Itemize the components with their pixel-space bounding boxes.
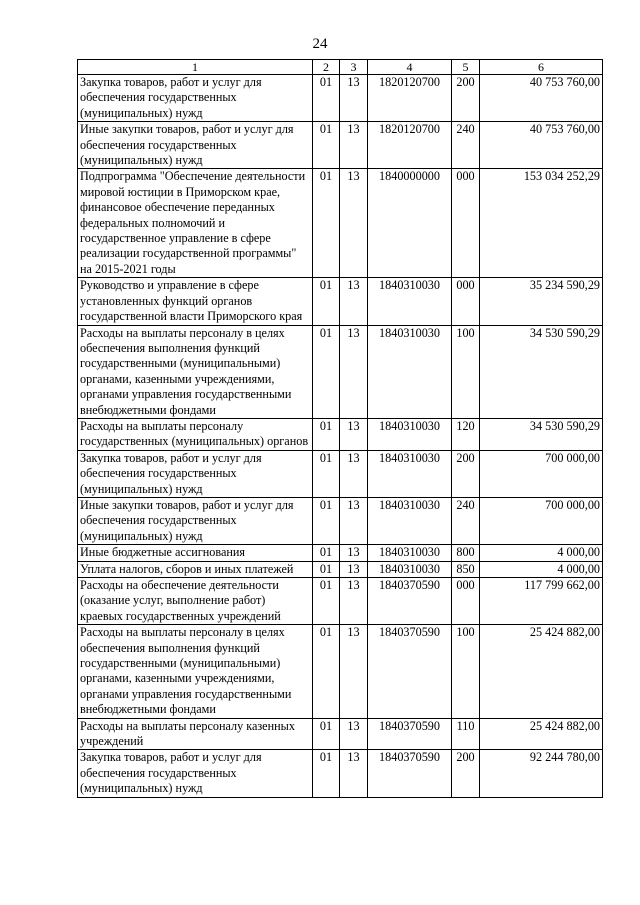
target-article-code: 1840370590 [368,718,452,750]
table-row [78,325,603,418]
table-row [78,497,603,544]
table-row [78,561,603,577]
expense-type-code: 800 [452,545,480,561]
amount: 34 530 590,29 [480,418,603,450]
table-row [78,578,603,625]
section-code: 01 [313,122,340,169]
expense-type-code: 000 [452,278,480,325]
subsection-code: 13 [340,561,368,577]
item-name: Подпрограмма "Обеспечение деятельности мировой юстиции в Приморском крае, финансовое обеспечение переданных федеральных полномочий и государственное управление в сфере реализации государственной программы" на 2015-2021 годы [78,169,313,278]
section-code: 01 [313,450,340,497]
item-name: Расходы на выплаты персоналу в целях обеспечения выполнения функций государственными (муниципальными) органами, казенными учреждениями, органами управления государственными внебюджетными фондами [78,325,313,418]
section-code: 01 [313,718,340,750]
amount: 25 424 882,00 [480,718,603,750]
budget-table [77,59,603,798]
item-name: Иные закупки товаров, работ и услуг для обеспечения государственных (муниципальных) нужд [78,122,313,169]
subsection-code: 13 [340,625,368,718]
item-name: Уплата налогов, сборов и иных платежей [78,561,313,577]
amount: 153 034 252,29 [480,169,603,278]
subsection-code: 13 [340,169,368,278]
table-row [78,450,603,497]
table-row [78,418,603,450]
subsection-code: 13 [340,450,368,497]
target-article-code: 1840310030 [368,545,452,561]
target-article-code: 1840310030 [368,325,452,418]
amount: 4 000,00 [480,561,603,577]
column-header: 2 [313,60,340,75]
subsection-code: 13 [340,750,368,797]
target-article-code: 1820120700 [368,75,452,122]
column-header: 1 [78,60,313,75]
amount: 92 244 780,00 [480,750,603,797]
column-header: 4 [368,60,452,75]
expense-type-code: 200 [452,750,480,797]
target-article-code: 1840310030 [368,418,452,450]
amount: 25 424 882,00 [480,625,603,718]
item-name: Руководство и управление в сфере установленных функций органов государственной власти Приморского края [78,278,313,325]
subsection-code: 13 [340,545,368,561]
target-article-code: 1840310030 [368,450,452,497]
item-name: Расходы на обеспечение деятельности (оказание услуг, выполнение работ) краевых государственных учреждений [78,578,313,625]
target-article-code: 1840370590 [368,750,452,797]
section-code: 01 [313,750,340,797]
subsection-code: 13 [340,718,368,750]
subsection-code: 13 [340,75,368,122]
amount: 35 234 590,29 [480,278,603,325]
target-article-code: 1820120700 [368,122,452,169]
expense-type-code: 120 [452,418,480,450]
amount: 117 799 662,00 [480,578,603,625]
section-code: 01 [313,497,340,544]
expense-type-code: 100 [452,325,480,418]
expense-type-code: 240 [452,497,480,544]
expense-type-code: 200 [452,450,480,497]
amount: 40 753 760,00 [480,75,603,122]
subsection-code: 13 [340,278,368,325]
section-code: 01 [313,75,340,122]
column-header: 6 [480,60,603,75]
target-article-code: 1840310030 [368,278,452,325]
item-name: Расходы на выплаты персоналу государственных (муниципальных) органов [78,418,313,450]
section-code: 01 [313,545,340,561]
item-name: Расходы на выплаты персоналу в целях обеспечения выполнения функций государственными (муниципальными) органами, казенными учреждениями, органами управления государственными внебюджетными фондами [78,625,313,718]
expense-type-code: 850 [452,561,480,577]
expense-type-code: 000 [452,169,480,278]
subsection-code: 13 [340,578,368,625]
item-name: Расходы на выплаты персоналу казенных учреждений [78,718,313,750]
expense-type-code: 110 [452,718,480,750]
subsection-code: 13 [340,325,368,418]
target-article-code: 1840000000 [368,169,452,278]
subsection-code: 13 [340,418,368,450]
item-name: Иные закупки товаров, работ и услуг для обеспечения государственных (муниципальных) нужд [78,497,313,544]
column-header: 5 [452,60,480,75]
page-number: 24 [312,36,328,52]
item-name: Закупка товаров, работ и услуг для обеспечения государственных (муниципальных) нужд [78,75,313,122]
section-code: 01 [313,578,340,625]
target-article-code: 1840310030 [368,497,452,544]
expense-type-code: 100 [452,625,480,718]
table-row [78,278,603,325]
item-name: Закупка товаров, работ и услуг для обеспечения государственных (муниципальных) нужд [78,450,313,497]
target-article-code: 1840370590 [368,578,452,625]
table-row [78,122,603,169]
section-code: 01 [313,625,340,718]
column-header: 3 [340,60,368,75]
table-row [78,545,603,561]
amount: 4 000,00 [480,545,603,561]
table-row [78,750,603,797]
item-name: Иные бюджетные ассигнования [78,545,313,561]
amount: 700 000,00 [480,450,603,497]
section-code: 01 [313,325,340,418]
amount: 40 753 760,00 [480,122,603,169]
target-article-code: 1840370590 [368,625,452,718]
table-header-row [78,60,603,75]
table-row [78,625,603,718]
expense-type-code: 200 [452,75,480,122]
subsection-code: 13 [340,122,368,169]
table-row [78,169,603,278]
section-code: 01 [313,418,340,450]
section-code: 01 [313,169,340,278]
amount: 700 000,00 [480,497,603,544]
amount: 34 530 590,29 [480,325,603,418]
expense-type-code: 240 [452,122,480,169]
section-code: 01 [313,561,340,577]
item-name: Закупка товаров, работ и услуг для обеспечения государственных (муниципальных) нужд [78,750,313,797]
section-code: 01 [313,278,340,325]
table-row [78,75,603,122]
table-row [78,718,603,750]
target-article-code: 1840310030 [368,561,452,577]
expense-type-code: 000 [452,578,480,625]
subsection-code: 13 [340,497,368,544]
